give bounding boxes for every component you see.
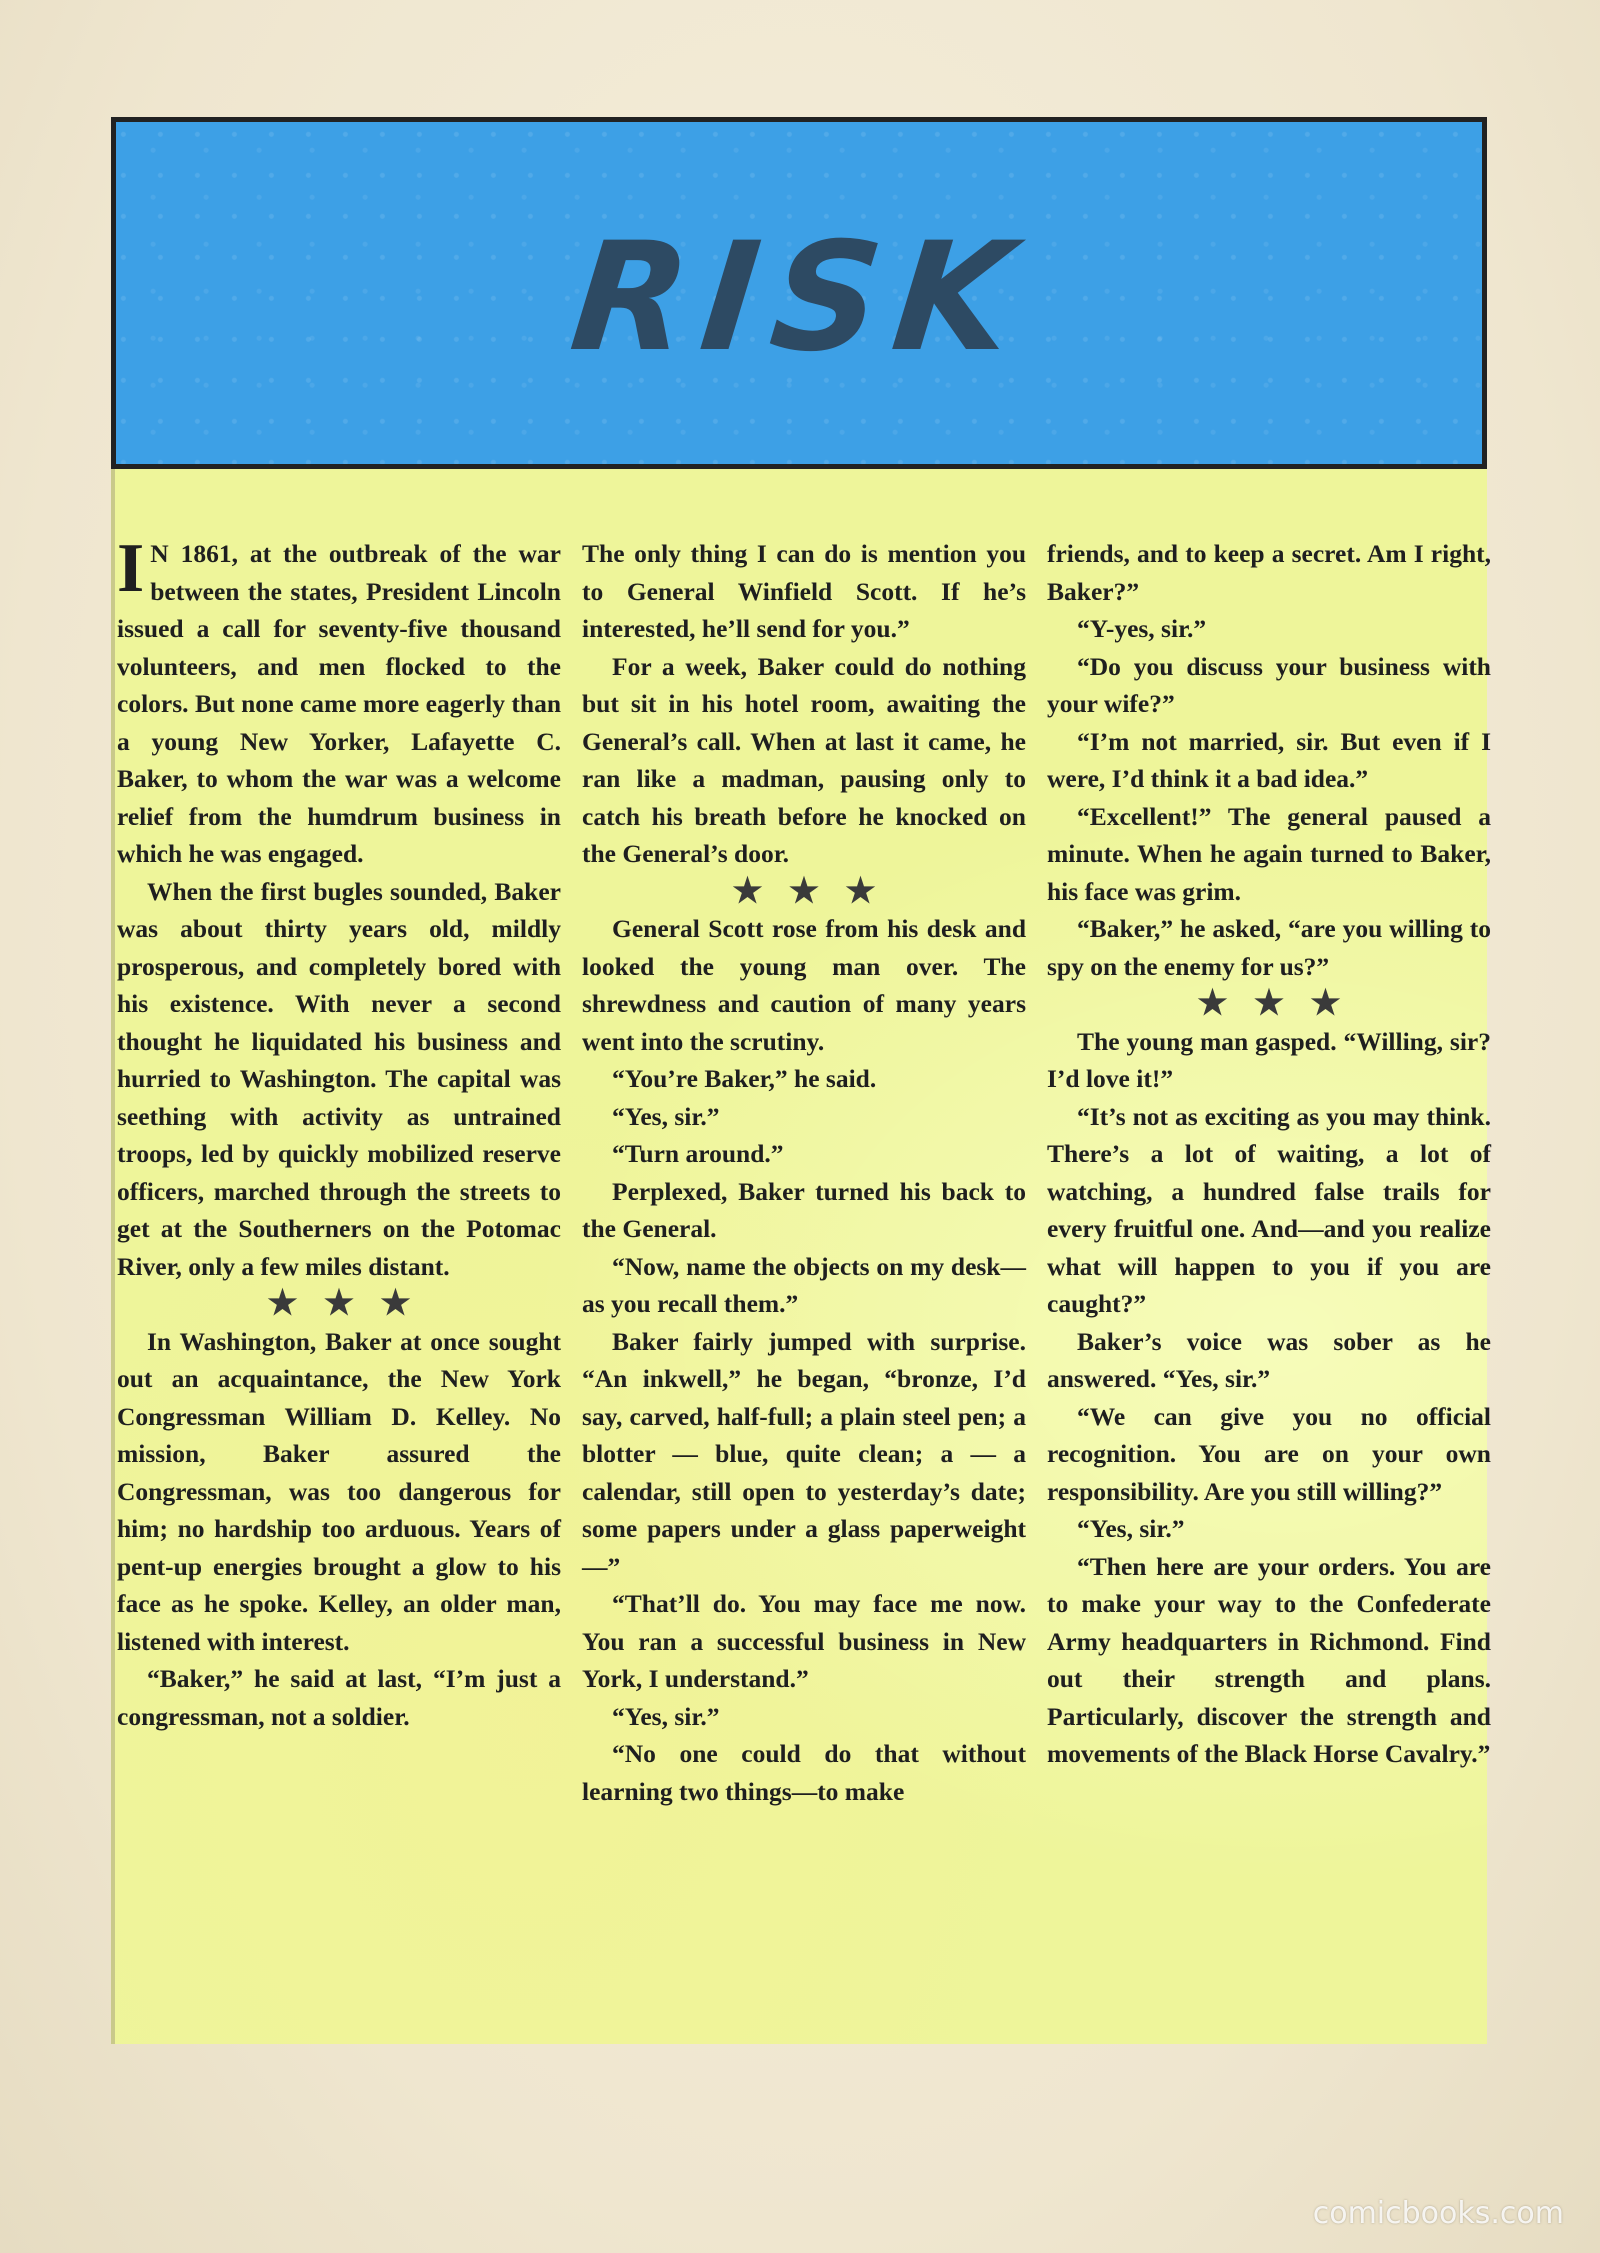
text-column-3: [1047, 535, 1491, 1773]
paragraph: Perplexed, Baker turned his back to the General.: [582, 1176, 1026, 1243]
paragraph: “Yes, sir.”: [612, 1101, 720, 1131]
paragraph: Baker fairly jumped with surprise. “An inkwell,” he began, “bronze, I’d say, carved, half-full; a plain steel pen; a blotter — blue, quite clean; a — a calendar, still open to yesterday’s date; some papers under a glass paperweight —”: [582, 1326, 1026, 1581]
paragraph: “Now, name the objects on my desk—as you recall them.”: [582, 1251, 1026, 1318]
paragraph: “Turn around.”: [612, 1139, 784, 1168]
paragraph: “We can give you no official recognition. You are on your own responsibility. Are you still willing?”: [1047, 1401, 1491, 1506]
section-break-stars: ★★★: [732, 872, 902, 910]
paragraph: “Baker,” he asked, “are you willing to spy on the enemy for us?”: [1047, 914, 1491, 981]
paragraph: “No one could do that without learning two things—to make: [582, 1739, 1026, 1806]
paragraph: I N 1861, at the outbreak of the war between the states, President Lincoln issued a call for seventy-five thousand volunteers, and men flocked to the colors. But none came more eagerly than a young New Yorker, Lafayette C. Baker, to whom the war was a welcome relief from the humdrum business in which he was engaged.: [117, 530, 561, 868]
paragraph: Baker’s voice was sober as he answered. “Yes, sir.”: [1047, 1326, 1491, 1393]
paragraph: “You’re Baker,” he said.: [612, 1064, 877, 1093]
text-column-2: [582, 535, 1026, 1810]
paragraph: For a week, Baker could do nothing but sit in his hotel room, awaiting the General’s call. When at last it came, he ran like a madman, pausing only to catch his breath before he knocked on the General’s door.: [582, 651, 1026, 868]
paragraph: “Excellent!” The general paused a minute. When he again turned to Baker, his face was grim.: [1047, 801, 1491, 906]
paragraph: When the first bugles sounded, Baker was about thirty years old, mildly prosperous, and completely bored with his existence. With never a second thought he liquidated his business and hurried to Washington. The capital was seething with activity as untrained troops, led by quickly mobilized reserve officers, marched through the streets to get at the Southerners on the Potomac River, only a few miles distant.: [117, 876, 561, 1281]
paragraph: “Yes, sir.”: [612, 1701, 720, 1731]
paragraph: “That’ll do. You may face me now. You ran a successful business in New York, I understand.”: [582, 1589, 1026, 1693]
section-break-stars: ★★★: [267, 1285, 437, 1322]
paragraph: “Baker,” he said at last, “I’m just a congressman, not a soldier.: [117, 1664, 561, 1731]
paragraph: friends, and to keep a secret. Am I right, Baker?”: [1047, 539, 1491, 606]
paragraph: The young man gasped. “Willing, sir? I’d love it!”: [1047, 1026, 1491, 1093]
paragraph: “Yes, sir.”: [1077, 1514, 1185, 1543]
story-text-panel: [111, 469, 1491, 2044]
paragraph: General Scott rose from his desk and looked the young man over. The shrewdness and caution of many years went into the scrutiny.: [582, 914, 1026, 1056]
story-title: RISK: [564, 211, 1034, 385]
paragraph: “Do you discuss your business with your wife?”: [1047, 651, 1491, 718]
paragraph: “It’s not as exciting as you may think. There’s a lot of waiting, a lot of watching, a hundred false trails for every fruitful one. And—and you realize what will happen to you if you are caught?”: [1047, 1101, 1491, 1318]
paragraph: The only thing I can do is mention you to General Winfield Scott. If he’s interested, he’ll send for you.”: [582, 539, 1026, 643]
drop-cap: I: [117, 530, 145, 607]
section-break-stars: ★★★: [1197, 985, 1367, 1022]
paragraph: “Y-yes, sir.”: [1077, 614, 1207, 643]
paragraph: In Washington, Baker at once sought out an acquaintance, the New York Congressman William D. Kelley. No mission, Baker assured the Congressman, was too dangerous for him; no hardship too arduous. Years of pent-up energies brought a glow to his face as he spoke. Kelley, an older man, listened with interest.: [117, 1326, 561, 1656]
paragraph: “Then here are your orders. You are to make your way to the Confederate Army headquarters in Richmond. Find out their strength and plans. Particularly, discover the strength and movements of the Black Horse Cavalry.”: [1047, 1551, 1491, 1768]
paragraph: “I’m not married, sir. But even if I were, I’d think it a bad idea.”: [1047, 726, 1491, 793]
title-banner: [111, 117, 1487, 469]
site-watermark: comicbooks.com: [1312, 2196, 1564, 2231]
text-column-1: [117, 530, 561, 1735]
